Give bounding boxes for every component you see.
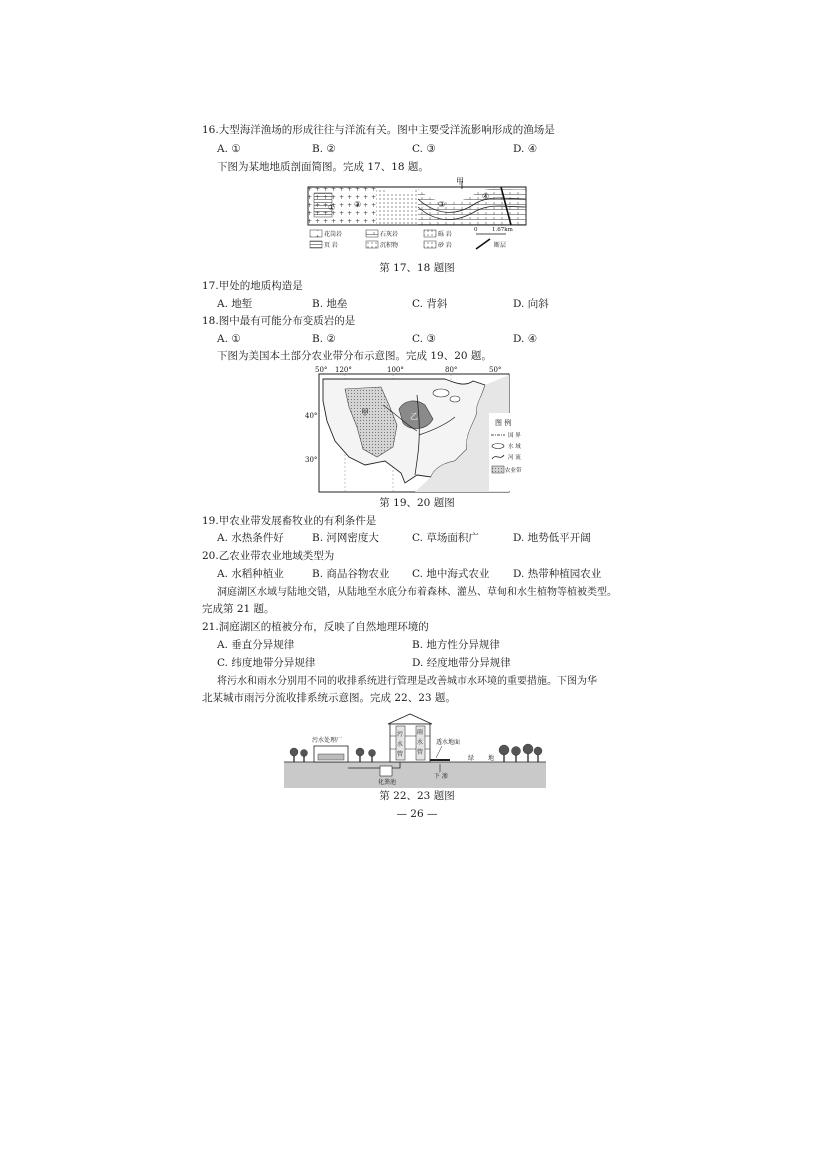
q18-option-d: D. ④: [513, 333, 538, 345]
fig1-top-label: 甲: [456, 177, 464, 186]
rain-pipe-char-3: 管: [417, 749, 424, 756]
drainage-system-figure: [284, 712, 546, 788]
legend-sandstone: 砂 岩: [438, 242, 452, 249]
q18-option-a: A. ①: [217, 333, 241, 345]
scale-km: 1.67km: [492, 227, 513, 233]
q21-option-b: B. 地方性分异规律: [412, 639, 500, 651]
q17-stem: 17.甲处的地质构造是: [202, 280, 303, 292]
legend-shale: 页 岩: [324, 242, 338, 249]
q20-option-b: B. 商品谷物农业: [312, 568, 390, 580]
q20-option-a: A. 水稻种植业: [217, 568, 284, 580]
lat-label-30: 30°: [305, 456, 318, 464]
legend-fault: 断层: [494, 242, 507, 249]
legend-limestone: 石灰岩: [380, 231, 399, 238]
q18-option-c: C. ③: [412, 333, 436, 345]
fig2-caption: 第 19、20 题图: [379, 497, 455, 509]
q17-option-b: B. 地垒: [312, 298, 348, 310]
legend-conglomerate: 砾 岩: [438, 231, 452, 238]
infiltration-label: 下 渗: [434, 773, 448, 780]
q19-option-a: A. 水热条件好: [217, 532, 284, 544]
region-yi-label: 乙: [410, 412, 418, 421]
rain-pipe-char-2: 水: [417, 739, 424, 746]
q19-option-b: B. 河网密度大: [312, 532, 379, 544]
q17-option-a: A. 地堑: [217, 298, 253, 310]
legend-granite: 花岗岩: [324, 231, 343, 238]
q18-stem: 18.图中最有可能分布变质岩的是: [202, 315, 356, 327]
q16-option-b: B. ②: [312, 143, 336, 155]
lon-label-4: 80°: [445, 366, 458, 374]
q16-option-a: A. ①: [217, 143, 241, 155]
q18-option-b: B. ②: [312, 333, 336, 345]
intro-21-line1: 洞庭湖区水域与陆地交错，从陆地至水底分布着森林、灌丛、草甸和水生植物等植被类型。: [217, 587, 617, 598]
septic-tank-label: 化粪池: [378, 779, 397, 786]
q21-option-a: A. 垂直分异规律: [217, 639, 295, 651]
lon-label-2: 120°: [335, 366, 352, 374]
fig1-caption: 第 17、18 题图: [379, 262, 455, 274]
region-jia-label: 甲: [361, 408, 369, 417]
legend-border: 国 界: [508, 433, 521, 439]
us-agriculture-map-figure: [305, 365, 530, 495]
legend-sediment: 沉积物: [380, 242, 399, 249]
sewage-pipe-char-1: 污: [397, 731, 404, 738]
sewage-pipe-char-3: 管: [397, 751, 404, 758]
q16-option-c: C. ③: [412, 143, 436, 155]
permeable-ground-label: 透水地面: [436, 739, 461, 746]
scale-zero: 0: [474, 227, 478, 233]
fig1-zone-4: ④: [482, 192, 490, 201]
legend-agri-belt: 农业带: [505, 468, 522, 474]
intro-19-20: 下图为美国本土部分农业带分布示意图。完成 19、20 题。: [217, 350, 492, 362]
lon-label-3: 100°: [387, 366, 404, 374]
q20-option-d: D. 热带种植园农业: [513, 568, 602, 580]
q21-stem: 21.洞庭湖区的植被分布，反映了自然地理环境的: [202, 621, 429, 633]
fig1-zone-2: ②: [354, 200, 362, 209]
q20-option-c: C. 地中海式农业: [412, 568, 490, 580]
sewage-pipe-char-2: 水: [397, 741, 404, 748]
legend-title: 图 例: [495, 419, 512, 427]
fig3-caption: 第 22、23 题图: [379, 790, 455, 802]
fig1-zone-1: ①: [328, 203, 336, 212]
legend-river: 河 流: [508, 455, 521, 461]
intro-22-23-line1: 将污水和雨水分别用不同的收排系统进行管理是改善城市水环境的重要措施。下图为华: [217, 676, 597, 687]
lat-label-40: 40°: [305, 412, 318, 420]
q16-option-d: D. ④: [513, 143, 538, 155]
q21-option-d: D. 经度地带分异规律: [412, 657, 511, 669]
fig1-zone-3: ③: [438, 200, 446, 209]
q20-stem: 20.乙农业带农业地域类型为: [202, 550, 335, 562]
geologic-section-figure: [306, 177, 528, 257]
intro-21-line2: 完成第 21 题。: [202, 603, 275, 615]
rain-pipe-char-1: 雨: [417, 729, 424, 736]
sewage-plant-label: 污水处理厂: [312, 737, 343, 744]
q16-stem: 16.大型海洋渔场的形成往往与洋流有关。图中主要受洋流影响形成的渔场是: [202, 124, 555, 136]
q19-option-c: C. 草场面积广: [412, 532, 479, 544]
q17-option-d: D. 向斜: [513, 298, 549, 310]
intro-17-18: 下图为某地地质剖面简图。完成 17、18 题。: [217, 161, 429, 173]
q19-stem: 19.甲农业带发展畜牧业的有利条件是: [202, 515, 377, 527]
intro-22-23-line2: 北某城市雨污分流收排系统示意图。完成 22、23 题。: [202, 692, 456, 704]
page-number: — 26 —: [396, 808, 438, 820]
q17-option-c: C. 背斜: [412, 298, 448, 310]
green-land-char-2: 地: [488, 755, 495, 762]
q19-option-d: D. 地势低平开阔: [513, 532, 591, 544]
green-land-char-1: 绿: [468, 755, 475, 762]
legend-water: 水 域: [508, 444, 521, 450]
lon-label-1: 50°: [315, 366, 328, 374]
q21-option-c: C. 纬度地带分异规律: [217, 657, 316, 669]
lon-label-5: 50°: [489, 366, 502, 374]
